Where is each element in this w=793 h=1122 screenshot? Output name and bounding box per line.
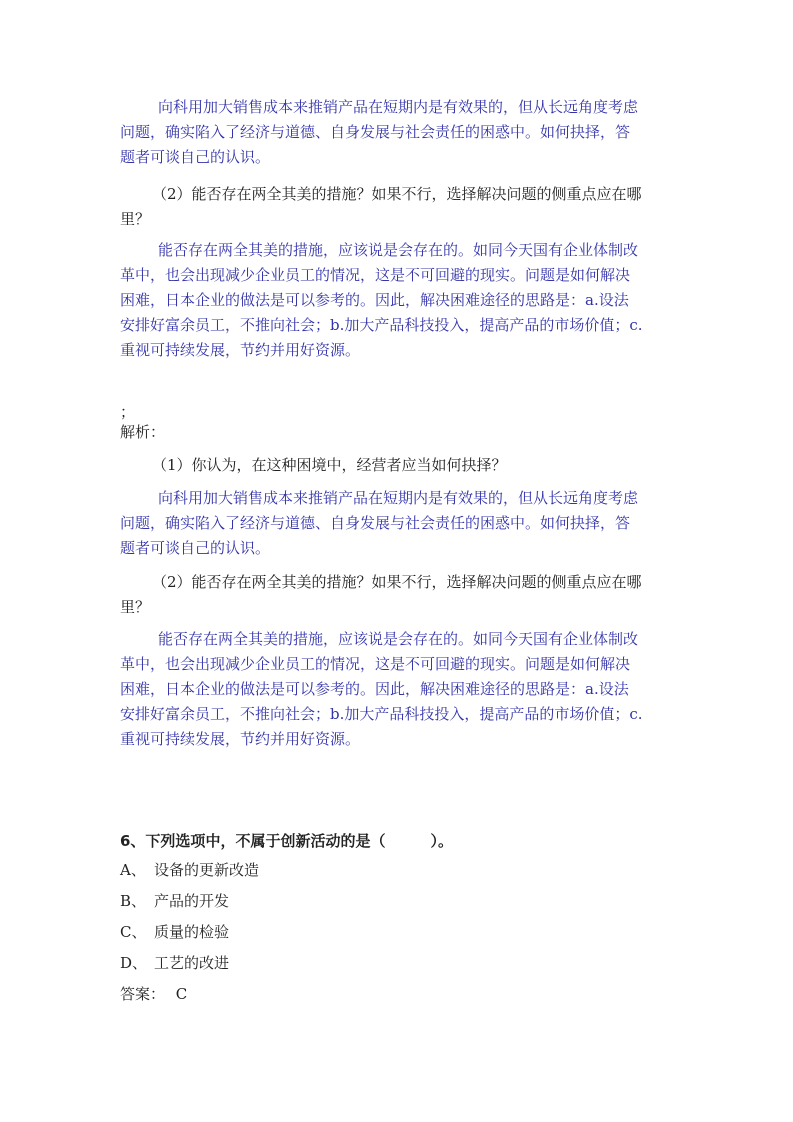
answer-1-paragraph-top	[120, 95, 680, 170]
option-letter: B、	[120, 892, 147, 910]
question-1-paragraph	[120, 453, 680, 478]
text-line: 向科用加大销售成本来推销产品在短期内是有效果的，但从长远角度考虑	[158, 489, 639, 507]
text-line: 困难，日本企业的做法是可以参考的。因此，解决困难途径的思路是：a.设法	[120, 680, 629, 698]
text-line: 向科用加大销售成本来推销产品在短期内是有效果的，但从长远角度考虑	[158, 98, 639, 116]
text-line: 革中，也会出现减少企业员工的情况，这是不可回避的现实。问题是如何解决	[120, 655, 631, 673]
text-line: 安排好富余员工，不推向社会；b.加大产品科技投入，提高产品的市场价值；c.	[120, 316, 643, 334]
analysis-label	[120, 420, 680, 445]
option-text: 工艺的改进	[154, 954, 230, 972]
option-b	[120, 889, 229, 914]
text-line: （1）你认为，在这种困境中，经营者应当如何抉择？	[152, 456, 507, 474]
separator-text: ；	[120, 403, 136, 421]
answer-1-paragraph	[120, 486, 680, 561]
question-2-paragraph-top	[120, 182, 680, 232]
text-line: （2）能否存在两全其美的措施？如果不行，选择解决问题的侧重点应在哪	[152, 185, 642, 203]
text-line: 题者可谈自己的认识。	[120, 148, 271, 166]
question-6-title	[120, 829, 680, 854]
option-text: 设备的更新改造	[154, 861, 260, 879]
answer-value: C	[175, 985, 188, 1003]
option-letter: C、	[120, 923, 147, 941]
text-line: 题者可谈自己的认识。	[120, 539, 271, 557]
text-line: 问题，确实陷入了经济与道德、自身发展与社会责任的困惑中。如何抉择，答	[120, 514, 631, 532]
text-line: （2）能否存在两全其美的措施？如果不行，选择解决问题的侧重点应在哪	[152, 573, 642, 591]
option-c	[120, 920, 229, 945]
text-line: 困难，日本企业的做法是可以参考的。因此，解决困难途径的思路是：a.设法	[120, 291, 629, 309]
option-text: 质量的检验	[154, 923, 230, 941]
option-letter: A、	[120, 861, 146, 879]
answer-2-paragraph-top	[120, 238, 680, 363]
option-letter: D、	[120, 954, 148, 972]
text-line: 安排好富余员工，不推向社会；b.加大产品科技投入，提高产品的市场价值；c.	[120, 705, 643, 723]
option-a	[120, 858, 259, 883]
text-line: 重视可持续发展，节约并用好资源。	[120, 730, 361, 748]
option-d	[120, 951, 229, 976]
text-line: 里？	[120, 210, 151, 228]
text-line: 问题，确实陷入了经济与道德、自身发展与社会责任的困惑中。如何抉择，答	[120, 123, 631, 141]
text-line: 里？	[120, 598, 151, 616]
text-line: 能否存在两全其美的措施，应该说是会存在的。如同今天国有企业体制改	[158, 630, 639, 648]
question-6-title-text: 6、下列选项中，不属于创新活动的是（ ）。	[120, 832, 453, 850]
text-line: 能否存在两全其美的措施，应该说是会存在的。如同今天国有企业体制改	[158, 241, 639, 259]
text-line: 重视可持续发展，节约并用好资源。	[120, 341, 361, 359]
text-line: 革中，也会出现减少企业员工的情况，这是不可回避的现实。问题是如何解决	[120, 266, 631, 284]
answer-2-paragraph	[120, 627, 680, 752]
analysis-label-text: 解析：	[120, 423, 166, 441]
option-text: 产品的开发	[154, 892, 230, 910]
answer-line	[120, 982, 187, 1007]
question-2-paragraph	[120, 570, 680, 620]
answer-label: 答案：	[120, 985, 166, 1003]
